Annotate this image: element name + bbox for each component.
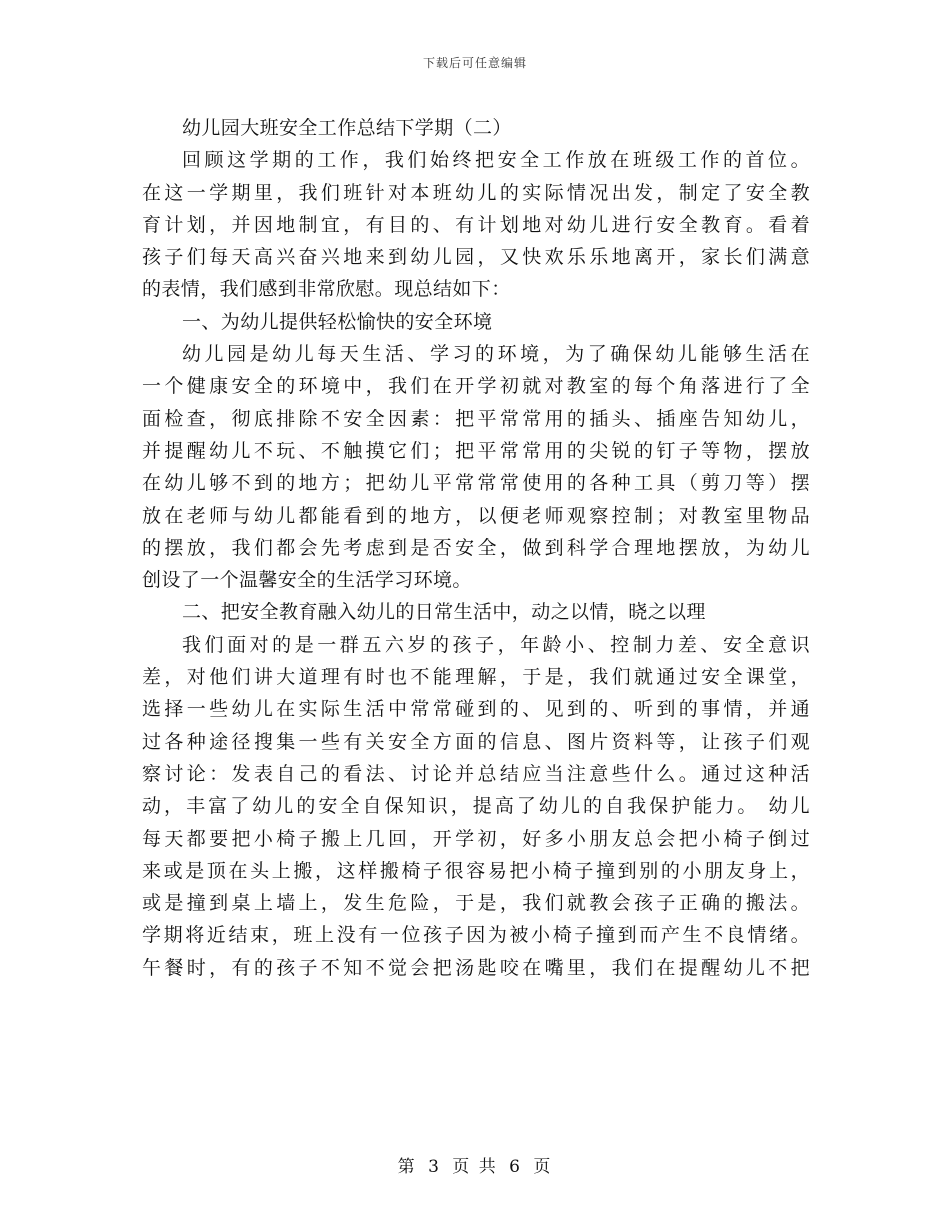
text-line: 午餐时，有的孩子不知不觉会把汤匙咬在嘴里，我们在提醒幼儿不把 (142, 956, 810, 979)
text-line: 动，丰富了幼儿的安全自保知识，提高了幼儿的自我保护能力。 幼儿 (142, 795, 810, 818)
text-line: 幼儿园是幼儿每天生活、学习的环境，为了确保幼儿能够生活在 (182, 343, 810, 366)
footer-suffix: 页 (533, 1157, 553, 1177)
footer-prefix: 第 (397, 1157, 417, 1177)
section-heading: 一、为幼儿提供轻松愉快的安全环境 (182, 310, 493, 333)
document-title: 幼儿园大班安全工作总结下学期（二） (182, 117, 512, 139)
page-header: 下载后可任意编辑 (422, 56, 527, 70)
text-line: 选择一些幼儿在实际生活中常常碰到的、见到的、听到的事情，并通 (142, 698, 810, 721)
text-line: 察讨论：发表自己的看法、讨论并总结应当注意些什么。通过这种活 (142, 762, 810, 785)
text-line: 的表情，我们感到非常欣慰。现总结如下： (142, 278, 511, 301)
section-heading: 二、把安全教育融入幼儿的日常生活中，动之以情，晓之以理 (182, 601, 706, 624)
text-line: 的摆放，我们都会先考虑到是否安全，做到科学合理地摆放，为幼儿 (142, 536, 810, 559)
text-line: 育计划，并因地制宜，有目的、有计划地对幼儿进行安全教育。看着 (142, 213, 810, 236)
text-line: 或是撞到桌上墙上，发生危险，于是，我们就教会孩子正确的搬法。 (142, 892, 810, 915)
text-line: 每天都要把小椅子搬上几回，开学初，好多小朋友总会把小椅子倒过 (142, 827, 810, 850)
text-line: 来或是顶在头上搬，这样搬椅子很容易把小椅子撞到别的小朋友身上， (142, 859, 810, 882)
current-page-number: 3 (428, 1157, 441, 1177)
page-footer (0, 1152, 950, 1177)
text-line: 回顾这学期的工作，我们始终把安全工作放在班级工作的首位。 (182, 149, 810, 172)
text-line: 差，对他们讲大道理有时也不能理解，于是，我们就通过安全课堂， (142, 666, 810, 689)
text-line: 孩子们每天高兴奋兴地来到幼儿园，又快欢乐乐地离开，家长们满意 (142, 246, 810, 269)
footer-middle: 页 共 (452, 1157, 498, 1177)
text-line: 过各种途径搜集一些有关安全方面的信息、图片资料等，让孩子们观 (142, 730, 810, 753)
text-line: 一个健康安全的环境中，我们在开学初就对教室的每个角落进行了全 (142, 375, 810, 398)
text-line: 放在老师与幼儿都能看到的地方，以便老师观察控制；对教室里物品 (142, 504, 810, 527)
text-line: 我们面对的是一群五六岁的孩子，年龄小、控制力差、安全意识 (182, 633, 810, 656)
text-line: 并提醒幼儿不玩、不触摸它们；把平常常用的尖锐的钉子等物，摆放 (142, 439, 810, 462)
text-line: 创设了一个温馨安全的生活学习环境。 (142, 569, 472, 592)
total-page-count: 6 (509, 1157, 522, 1177)
text-line: 在幼儿够不到的地方；把幼儿平常常常使用的各种工具（剪刀等）摆 (142, 472, 810, 495)
document-body (142, 112, 810, 984)
text-line: 学期将近结束，班上没有一位孩子因为被小椅子撞到而产生不良情绪。 (142, 924, 810, 947)
text-line: 面检查，彻底排除不安全因素：把平常常用的插头、插座告知幼儿， (142, 407, 810, 430)
text-line: 在这一学期里，我们班针对本班幼儿的实际情况出发，制定了安全教 (142, 181, 810, 204)
